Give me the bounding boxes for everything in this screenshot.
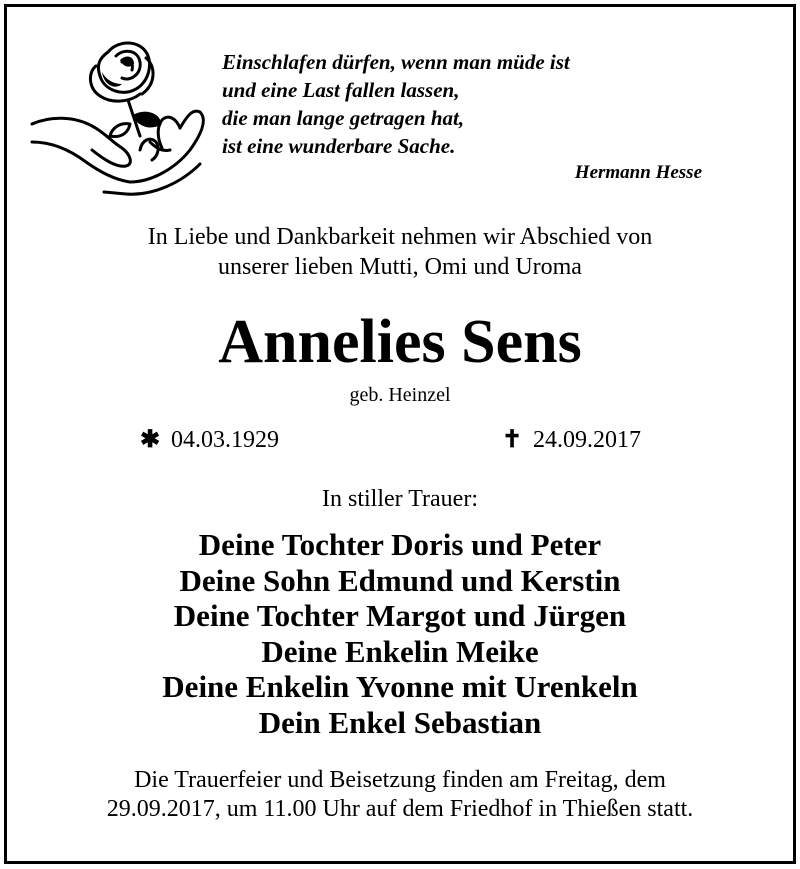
birth-star-icon: ✱	[139, 427, 161, 453]
birth-date: 04.03.1929	[171, 427, 279, 453]
intro-text	[0, 222, 800, 282]
family-member: Deine Tochter Doris und Peter	[198, 527, 602, 562]
funeral-notice	[0, 766, 800, 824]
death-date-block	[497, 424, 641, 456]
intro-line: In Liebe und Dankbarkeit nehmen wir Abschied von	[147, 224, 653, 250]
birth-date-block	[135, 424, 279, 456]
family-member: Deine Enkelin Yvonne mit Urenkeln	[162, 669, 638, 704]
poem-line: und eine Last fallen lassen,	[222, 78, 460, 102]
intro-line: unserer lieben Mutti, Omi und Uroma	[218, 254, 582, 280]
poem-quote	[222, 48, 712, 160]
family-list	[0, 527, 800, 740]
family-member: Deine Enkelin Meike	[261, 633, 539, 669]
family-member: Deine Tochter Margot und Jürgen	[173, 598, 627, 633]
death-date: 24.09.2017	[533, 427, 641, 453]
death-cross-icon: ✝	[501, 427, 523, 453]
hands-holding-rose-icon	[30, 32, 210, 202]
maiden-name: geb. Heinzel	[349, 384, 451, 406]
mourning-label: In stiller Trauer:	[322, 486, 478, 512]
poem-line: die man lange getragen hat,	[222, 106, 465, 130]
notice-line: Die Trauerfeier und Beisetzung finden am Freitag, dem	[134, 767, 666, 793]
deceased-name: Annelies Sens	[218, 308, 582, 376]
family-member: Deine Sohn Edmund und Kerstin	[179, 562, 621, 598]
poem-line: Einschlafen dürfen, wenn man müde ist	[222, 50, 570, 74]
poem-line: ist eine wunderbare Sache.	[222, 134, 456, 158]
notice-line: 29.09.2017, um 11.00 Uhr auf dem Friedhof in Thießen statt.	[106, 796, 694, 822]
family-member: Dein Enkel Sebastian	[258, 704, 542, 740]
poem-author: Hermann Hesse	[574, 162, 702, 183]
